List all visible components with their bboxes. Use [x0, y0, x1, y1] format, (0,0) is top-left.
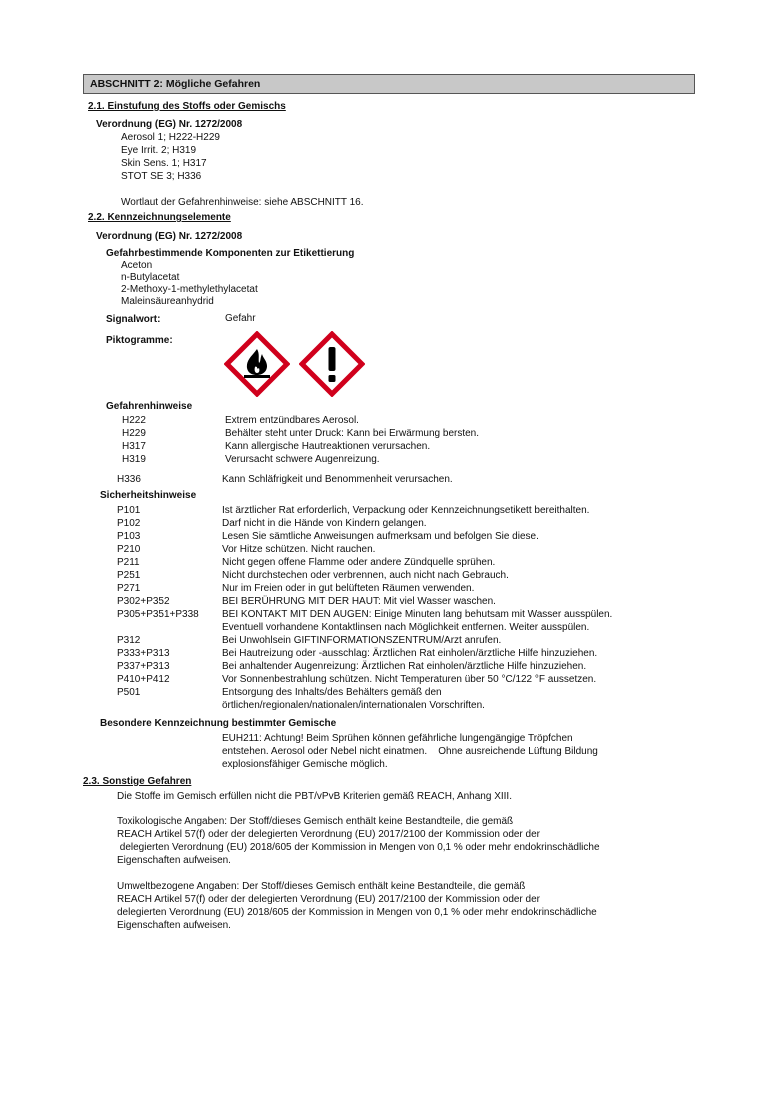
hazard-code: H319 [122, 454, 146, 465]
euh-line: EUH211: Achtung! Beim Sprühen können gefährliche lungengängige Tröpfchen [222, 733, 573, 744]
precaution-text-continued: Eventuell vorhandene Kontaktlinsen nach Möglichkeit entfernen. Weiter ausspülen. [222, 622, 590, 633]
env-info-line: Eigenschaften aufweisen. [117, 920, 231, 931]
subsection-2-2-heading: 2.2. Kennzeichnungselemente [88, 212, 231, 223]
precaution-text: Bei Hautreizung oder -ausschlag: Ärztlichen Rat einholen/ärztliche Hilfe hinzuziehen. [222, 648, 598, 659]
precaution-code: P337+P313 [117, 661, 170, 672]
env-info-line: Umweltbezogene Angaben: Der Stoff/dieses Gemisch enthält keine Bestandteile, die gemäß [117, 881, 526, 892]
section-header [83, 74, 695, 94]
classification-item: Aerosol 1; H222-H229 [121, 132, 220, 143]
hazard-statements-label: Gefahrenhinweise [106, 401, 193, 412]
env-info-line: REACH Artikel 57(f) oder der delegierten Verordnung (EU) 2017/2100 der Kommission oder der [117, 894, 540, 905]
hazard-text: Kann allergische Hautreaktionen verursachen. [225, 441, 431, 452]
env-info-line: delegierten Verordnung (EU) 2018/605 der Kommission in Mengen von 0,1 % oder mehr endokrinschädliche [117, 907, 597, 918]
precautionary-statements-label: Sicherheitshinweise [100, 490, 197, 501]
precaution-text: BEI BERÜHRUNG MIT DER HAUT: Mit viel Wasser waschen. [222, 596, 496, 607]
components-label: Gefahrbestimmende Komponenten zur Etikettierung [106, 248, 355, 259]
tox-info-line: REACH Artikel 57(f) oder der delegierten Verordnung (EU) 2017/2100 der Kommission oder der [117, 829, 540, 840]
precaution-text-continued: örtlichen/regionalen/nationalen/internationalen Vorschriften. [222, 700, 485, 711]
precaution-code: P102 [117, 518, 141, 529]
precaution-text: Bei anhaltender Augenreizung: Ärztlichen Rat einholen/ärztliche Hilfe hinzuziehen. [222, 661, 587, 672]
hazard-code: H317 [122, 441, 146, 452]
classification-item: Eye Irrit. 2; H319 [121, 145, 197, 156]
precaution-code: P312 [117, 635, 141, 646]
precaution-text: BEI KONTAKT MIT DEN AUGEN: Einige Minuten lang behutsam mit Wasser ausspülen. [222, 609, 613, 620]
hazard-text: Kann Schläfrigkeit und Benommenheit verursachen. [222, 474, 453, 485]
precaution-code: P211 [117, 557, 140, 568]
hazard-wording-note: Wortlaut der Gefahrenhinweise: siehe ABSCHNITT 16. [121, 197, 364, 208]
component-item: Aceton [121, 260, 153, 271]
euh-line: explosionsfähiger Gemische möglich. [222, 759, 388, 770]
precaution-text: Nur im Freien oder in gut belüfteten Räumen verwenden. [222, 583, 475, 594]
component-item: n-Butylacetat [121, 272, 180, 283]
hazard-text: Verursacht schwere Augenreizung. [225, 454, 380, 465]
hazard-code: H229 [122, 428, 146, 439]
signal-word-label: Signalwort: [106, 314, 161, 325]
precaution-text: Nicht durchstechen oder verbrennen, auch nicht nach Gebrauch. [222, 570, 509, 581]
exclamation-icon [299, 331, 365, 397]
precaution-code: P302+P352 [117, 596, 170, 607]
regulation-label: Verordnung (EG) Nr. 1272/2008 [96, 231, 243, 242]
tox-info-line: Eigenschaften aufweisen. [117, 855, 231, 866]
precaution-code: P271 [117, 583, 141, 594]
precaution-code: P101 [117, 505, 141, 516]
precaution-text: Entsorgung des Inhalts/des Behälters gemäß den [222, 687, 442, 698]
precaution-text: Vor Sonnenbestrahlung schützen. Nicht Temperaturen über 50 °C/122 °F aussetzen. [222, 674, 597, 685]
precaution-code: P103 [117, 531, 141, 542]
precaution-code: P210 [117, 544, 141, 555]
hazard-code: H222 [122, 415, 146, 426]
precaution-code: P410+P412 [117, 674, 170, 685]
section-title: ABSCHNITT 2: Mögliche Gefahren [90, 78, 261, 90]
hazard-code: H336 [117, 474, 141, 485]
precaution-text: Darf nicht in die Hände von Kindern gelangen. [222, 518, 427, 529]
precaution-code: P333+P313 [117, 648, 170, 659]
precaution-text: Nicht gegen offene Flamme oder andere Zündquelle sprühen. [222, 557, 496, 568]
precaution-text: Ist ärztlicher Rat erforderlich, Verpackung oder Kennzeichnungsetikett bereithalten. [222, 505, 590, 516]
tox-info-line: Toxikologische Angaben: Der Stoff/dieses Gemisch enthält keine Bestandteile, die gemäß [117, 816, 514, 827]
pictograms-label: Piktogramme: [106, 335, 173, 346]
signal-word-value: Gefahr [225, 313, 256, 324]
tox-info-line: delegierten Verordnung (EU) 2018/605 der Kommission in Mengen von 0,1 % oder mehr endokrinschädliche [117, 842, 600, 853]
subsection-2-3-heading: 2.3. Sonstige Gefahren [83, 776, 192, 787]
precaution-code: P251 [117, 570, 141, 581]
precaution-text: Lesen Sie sämtliche Anweisungen aufmerksam und befolgen Sie diese. [222, 531, 539, 542]
precaution-text: Vor Hitze schützen. Nicht rauchen. [222, 544, 376, 555]
hazard-text: Extrem entzündbares Aerosol. [225, 415, 359, 426]
component-item: Maleinsäureanhydrid [121, 296, 214, 307]
classification-item: STOT SE 3; H336 [121, 171, 202, 182]
special-labelling-label: Besondere Kennzeichnung bestimmter Gemische [100, 718, 337, 729]
euh-line: entstehen. Aerosol oder Nebel nicht einatmen. Ohne ausreichende Lüftung Bildung [222, 746, 598, 757]
pbt-statement: Die Stoffe im Gemisch erfüllen nicht die PBT/vPvB Kriterien gemäß REACH, Anhang XIII. [117, 791, 512, 802]
hazard-text: Behälter steht unter Druck: Kann bei Erwärmung bersten. [225, 428, 480, 439]
precaution-text: Bei Unwohlsein GIFTINFORMATIONSZENTRUM/Arzt anrufen. [222, 635, 502, 646]
classification-item: Skin Sens. 1; H317 [121, 158, 207, 169]
regulation-label: Verordnung (EG) Nr. 1272/2008 [96, 119, 243, 130]
subsection-2-1-heading: 2.1. Einstufung des Stoffs oder Gemischs [88, 101, 286, 112]
flame-icon [224, 331, 290, 397]
precaution-code: P305+P351+P338 [117, 609, 199, 620]
precaution-code: P501 [117, 687, 141, 698]
component-item: 2-Methoxy-1-methylethylacetat [121, 284, 258, 295]
